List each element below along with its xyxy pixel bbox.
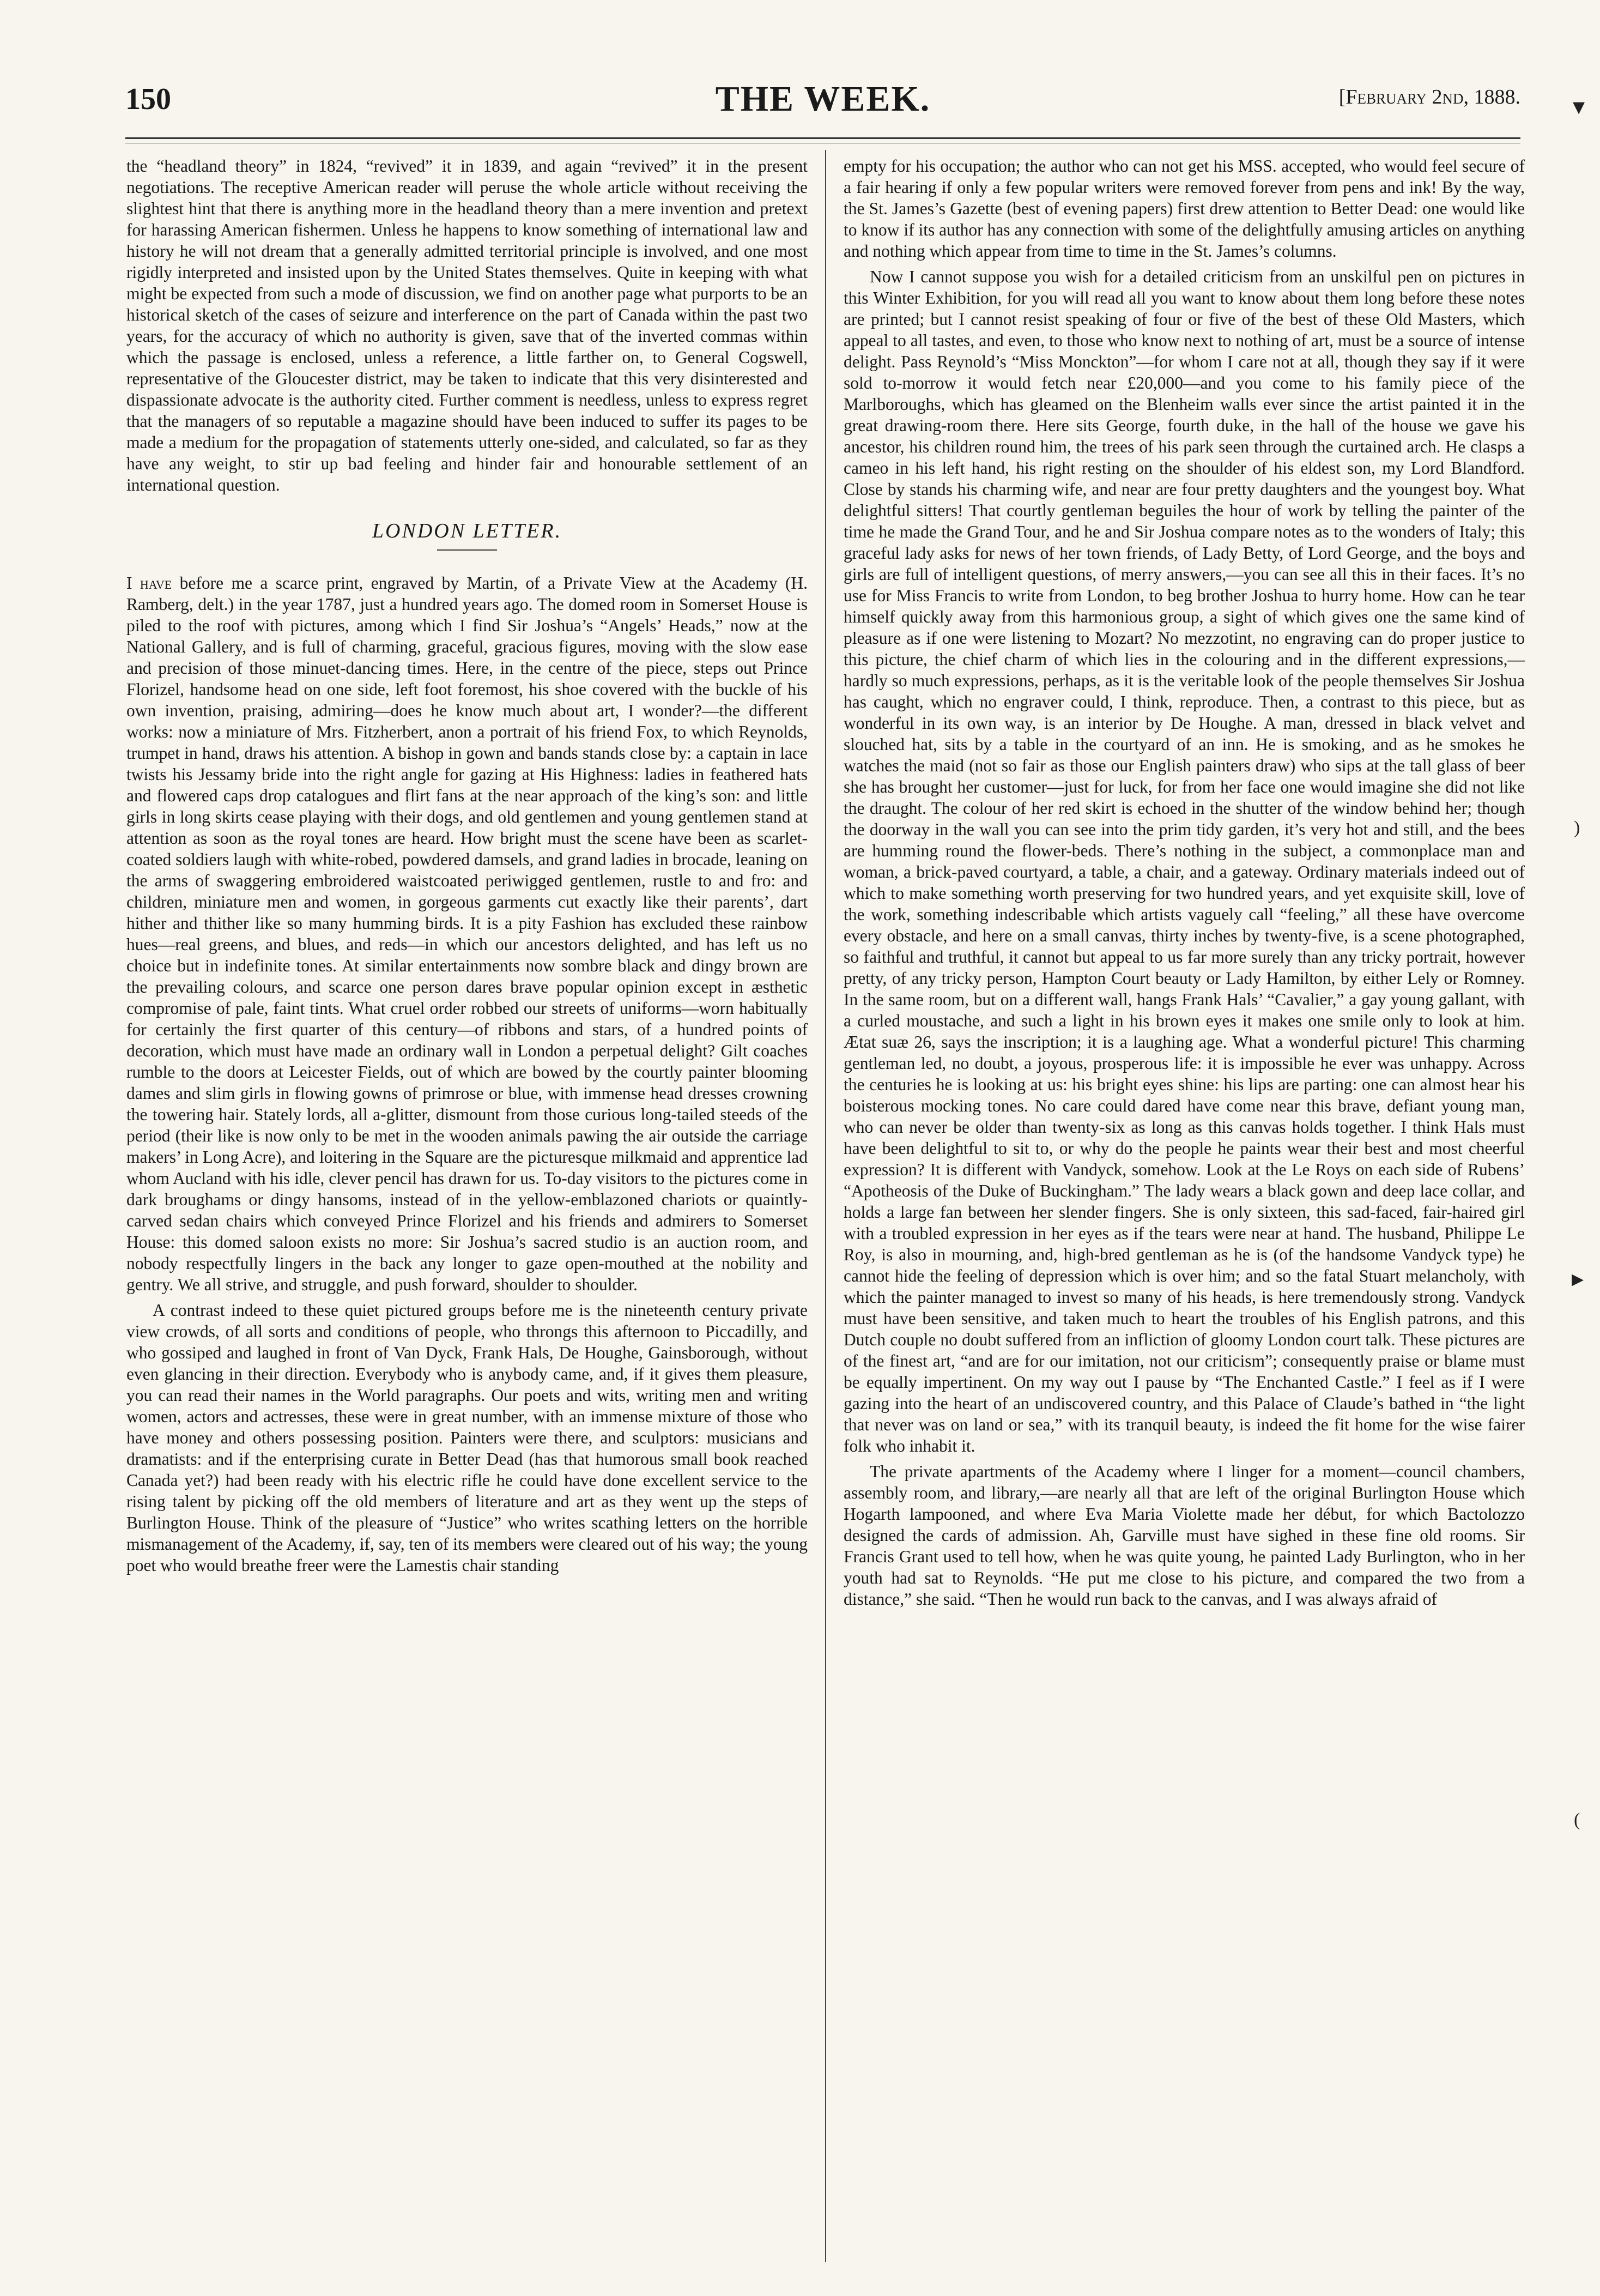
letter-opening-words: I have xyxy=(126,573,172,593)
section-title: LONDON LETTER. xyxy=(372,519,562,542)
headland-article-paragraph: the “headland theory” in 1824, “revived” it in 1839, and again “revived” it in the present negotiations. The receptive American reader will peruse the whole article without receiving the slightest hint that there is anything more in the headland theory than a mere invention and pretext for harassing American fishermen. Unless he happens to know something of international law and history he will not dream that a generally admitted territorial principle is involved, and one most rigidly interpreted and insisted upon by the United States themselves. Quite in keeping with what might be expected from such a mode of discussion, we find on another page what purports to be an historical sketch of the cases of seizure and interference on the part of Canada within the past two years, for the accuracy of which no authority is given, save that of the inverted commas within which the passage is enclosed, unless a reference, a little farther on, to General Cogswell, representative of the Gloucester district, may be taken to indicate that this very disinterested and dispassionate advocate is the authority cited. Further comment is needless, unless to express regret that the managers of so reputable a magazine should have been induced to suffer its pages to be made a medium for the propagation of statements utterly one-sided, and calculated, so far as they have any weight, to stir up bad feeling and hinder fair and honourable settlement of an international question. xyxy=(126,156,808,494)
masthead-title: THE WEEK. xyxy=(715,79,931,119)
academy-rooms-paragraph: The private apartments of the Academy where I linger for a moment—council chambers, assembly room, and library,—are nearly all that are left of the original Burlington House which Hogarth lampooned, and where Eva Maria Violette made her début, for which Bactolozzo designed the cards of admission. Ah, Garville must have sighed in these fine old rooms. Sir Francis Grant used to tell how, when he was quite young, he painted Lady Burlington, who in her youth had sat to Reynolds. “He put me close to his picture, and compared the two from a distance,” she said. “Then he would run back to the canvas, and I was always afraid of xyxy=(844,1462,1525,1609)
letter-paragraph-2: A contrast indeed to these quiet pictured groups before me is the nineteenth century private view crowds, of all sorts and conditions of people, who throngs this afternoon to Piccadilly, and who gossiped and laughed in front of Van Dyck, Frank Hals, De Houghe, Gainsborough, without even glancing in their direction. Everybody who is anybody came, and, if it gives them pleasure, you can read their names in the World paragraphs. Our poets and wits, writing men and writing women, actors and actresses, these were in great number, with an immense mixture of those who have money and others possessing position. Painters were there, and sculptors: musicians and dramatists: and if the enterprising curate in Better Dead (has that humorous small book reached Canada yet?) had been ready with his electric rifle he could have done excellent service to the rising talent by picking off the old members of literature and art as they went up the steps of Burlington House. Think of the pleasure of “Justice” who writes scathing letters on the horrible mismanagement of the Academy, if, say, ten of its members were cleared out of his way; the young poet who would breathe freer were the Lamestis chair standing xyxy=(126,1301,808,1575)
header-rule-thick xyxy=(125,137,1520,139)
page-number: 150 xyxy=(125,82,171,116)
exhibition-paragraph: Now I cannot suppose you wish for a detailed criticism from an unskilful pen on pictures in this Winter Exhibition, for you will read all you want to know about them long before these notes are printed; but I cannot resist speaking of four or five of the best of these Old Masters, which appeal to all tastes, and even, to those who know next to nothing of art, must be a source of intense delight. Pass Reynold’s “Miss Monckton”—for whom I care not at all, though they say if it were sold to-morrow it would fetch near £20,000—and you come to his family piece of the Marlboroughs, which has gleamed on the Blenheim walls ever since the artist painted it in the great drawing-room there. Here sits George, fourth duke, in the hall of the house we gave his ancestor, his children round him, the trees of his park seen through the curtained arch. He clasps a cameo in his left hand, his right resting on the shoulder of his eldest son, my Lord Blandford. Close by stands his charming wife, and near are four pretty daughters and the youngest boy. What delightful sitters! That courtly gentleman beguiles the hour of work by telling the painter of the time he made the Grand Tour, and he and Sir Joshua compare notes as to the wonders of Italy; this graceful lady asks for news of her town friends, of Lady Betty, of Lord George, and the boys and girls are full of intelligent questions, of merry answers,—you can see all this in their faces. It’s no use for Miss Francis to write from London, to beg brother Joshua to hurry home. How can he tear himself quickly away from this harmonious group, a sight of which gives one the same kind of pleasure as if one were listening to Mozart? No mezzotint, no engraving can do proper justice to this picture, the chief charm of which lies in the colouring and in the different expressions,—hardly so much expressions, perhaps, as it is the veritable look of the people themselves Sir Joshua has caught, which no engraver could, I think, reproduce. Then, a contrast to this piece, but as wonderful in its own way, is an interior by De Houghe. A man, dressed in black velvet and slouched hat, sits by a table in the courtyard of an inn. He is smoking, and as he smokes he watches the maid (not so fair as those our English painters draw) who sips at the tall glass of beer she has brought her customer—just for luck, for from her face one would imagine she did not like the draught. The colour of her red skirt is echoed in the shutter of the window behind her; though the doorway in the wall you can see into the prim tidy garden, it’s very hot and still, and the bees are humming round the flower-beds. There’s nothing in the subject, a commonplace man and woman, a brick-paved courtyard, a table, a chair, and a gateway. Ordinary materials indeed out of which to make something worth preserving for two hundred years, and yet exquisite skill, love of the work, something indescribable which artists vaguely call “feeling,” all these have overcome every obstacle, and here on a small canvas, thirty inches by twenty-five, is a scene photographed, so faithful and truthful, it cannot but appeal to us far more surely than any tricky portrait, however pretty, of any tricky person, Hampton Court beauty or Lady Hamilton, by either Lely or Romney. In the same room, but on a different wall, hangs Frank Hals’ “Cavalier,” a gay young gallant, with a curled moustache, and such a light in his brown eyes it makes one smile only to look at him. Ætat suæ 26, says the inscription; it is a laughing age. What a wonderful picture! This charming gentleman led, no doubt, a joyous, prosperous life: it is impossible he ever was unhappy. Across the centuries he is looking at us: his bright eyes shine: his lips are parting: one can almost hear his boisterous mocking tones. No care could dared have come near this brave, defiant young man, who can never be older than twenty-six as long as this canvas holds together. I think Hals must have been delightful to sit to, or why do the people he paints wear their best and most cheerful expression? It is different with Vandyck, somehow. Look at the Le Roys on each side of Rubens’ “Apotheosis of the Duke of Buckingham.” The lady wears a black gown and deep lace collar, and holds a large fan between her slender fingers. She is only sixteen, this sad-faced, fair-haired girl with a troubled expression in her eyes as if the tears were near at hand. The husband, Philippe Le Roy, is also in mourning, and, high-bred gentleman as he is (of the handsome Vandyck type) he cannot hide the feeling of depression which is over him; and so the fatal Stuart melancholy, with which the painter managed to invest so many of his heads, is here tremendously strong. Vandyck must have been sensitive, and taken much to heart the troubles of his English patrons, and this Dutch couple no doubt suffered from an infliction of gloomy London court talk. These pictures are of the finest art, “and are for our imitation, not our criticism”; consequently praise or blame must be equally impertinent. On my way out I pause by “The Enchanted Castle.” I feel as if I were gazing into the heart of an undiscovered country, and this Palace of Claude’s bathed in “the light that never was on land or sea,” with its tranquil beauty, is indeed the fit home for the wise fairer folk who inhabit it. xyxy=(844,267,1525,1455)
continued-paragraph: empty for his occupation; the author who can not get his MSS. accepted, who would feel secure of a fair hearing if only a few popular writers were removed forever from pens and ink! By the way, the St. James’s Gazette (best of evening papers) first drew attention to Better Dead: one would like to know if its author has any connection with some of the delightfully amusing articles on anything and nothing which appear from time to time in the St. James’s columns. xyxy=(844,156,1525,261)
right-column xyxy=(844,155,1525,1614)
margin-mark-icon: ( xyxy=(1574,1810,1580,1830)
letter-paragraph-1-text: before me a scarce print, engraved by Martin, of a Private View at the Academy (H. Ramberg, delt.) in the year 1787, just a hundred years ago. The domed room in Somerset House is piled to the roof with pictures, among which I find Sir Joshua’s “Angels’ Heads,” now at the National Gallery, and is full of charming, graceful, gracious figures, moving with the slow ease and precision of those minuet-dancing times. Here, in the centre of the piece, steps out Prince Florizel, handsome head on one side, left foot foremost, his shoe covered with the buckle of his own invention, praising, admiring—does he know much about art, I wonder?—the different works: now a miniature of Mrs. Fitzherbert, anon a portrait of his friend Fox, to which Reynolds, trumpet in hand, draws his attention. A bishop in gown and bands stands close by: a captain in lace twists his Jessamy bride into the right angle for gazing at His Highness: ladies in feathered hats and flowered caps drop catalogues and flirt fans at the near approach of the king’s son: and little girls in long skirts cease playing with their dogs, and old gentlemen and young gentlemen stand at attention as soon as the royal tones are heard. How bright must the scene have been as scarlet-coated soldiers laugh with white-robed, powdered damsels, and grand ladies in brocade, leaning on the arms of swaggering embroidered waistcoated periwigged gentlemen, rustle to and fro: and children, miniature men and women, in gorgeous garments cut exactly like their parents’, dart hither and thither like so many humming birds. It is a pity Fashion has excluded these rainbow hues—real greens, and blues, and reds—in which our ancestors delighted, and has left us no choice but in indefinite tones. At similar entertainments now sombre black and dingy brown are the prevailing colours, and scarce one person dares brave popular opinion except in æsthetic compromise of pale, faint tints. What cruel order robbed our streets of uniforms—worn habitually for certainly the first quarter of this century—of ribbons and stars, of a hundred points of decoration, which must have made an ordinary wall in London a perpetual delight? Gilt coaches rumble to the doors at Leicester Fields, out of which are bowed by the courtly painter blooming dames and slim girls in flowing gowns of primrose or blue, with immense head dresses crowning the towering hair. Stately lords, all a-glitter, dismount from those curious long-tailed steeds of the period (their like is now only to be met in the wooden animals pawing the air outside the carriage makers’ in Long Acre), and loitering in the Square are the picturesque milkmaid and apprentice lad whom Aucland with his idle, clever pencil has drawn for us. To-day visitors to the pictures come in dark broughams or dingy hansoms, instead of in the yellow-emblazoned chariots or quaintly-carved sedan chairs which conveyed Prince Florizel and his friends and admirers to Somerset House: this domed saloon exists no more: Sir Joshua’s sacred studio is an auction room, and nobody respectfully lingers in the back any longer to gaze open-mouthed at the nobility and gentry. We all strive, and struggle, and push forward, shoulder to shoulder. xyxy=(126,573,808,1294)
column-divider xyxy=(825,150,826,2262)
margin-mark-icon: ) xyxy=(1574,818,1580,838)
left-column xyxy=(126,155,808,1580)
issue-dateline: [February 2nd, 1888. xyxy=(1338,86,1520,108)
margin-mark-icon: ▸ xyxy=(1572,1265,1584,1292)
letter-paragraph-1 xyxy=(126,572,808,1295)
margin-mark-icon: ▾ xyxy=(1573,93,1585,120)
page-header xyxy=(125,79,1520,131)
title-rule xyxy=(437,549,497,551)
